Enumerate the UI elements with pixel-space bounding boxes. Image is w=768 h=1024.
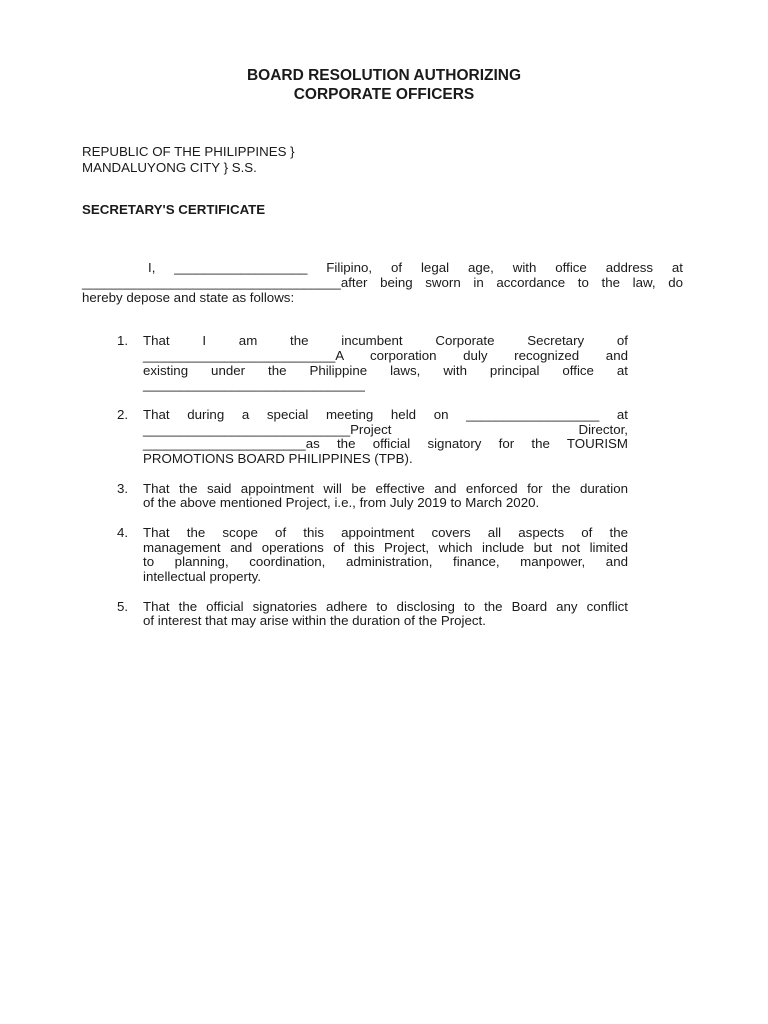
statement-line: PROMOTIONS BOARD PHILIPPINES (TPB). [143, 451, 413, 467]
statement-line: That the scope of this appointment covers all aspects of the [143, 524, 628, 540]
statement-line: management and operations of this Project, which include but not limited [143, 539, 628, 555]
statement-item-2 [112, 408, 628, 467]
intro-line: I, __________________ Filipino, of legal age, with office address at [148, 260, 683, 275]
statement-item-4 [112, 526, 628, 585]
venue-block [82, 144, 295, 176]
certificate-heading: SECRETARY'S CERTIFICATE [82, 202, 266, 217]
statement-line: That the said appointment will be effective and enforced for the duration [143, 480, 628, 496]
statement-number: 3. [117, 480, 129, 496]
statement-number: 5. [117, 598, 129, 614]
statement-list [112, 334, 628, 629]
statement-item-5 [112, 600, 628, 630]
statement-line: to planning, coordination, administration, finance, manpower, and [143, 554, 628, 570]
statement-item-1 [112, 334, 628, 393]
statement-number: 2. [117, 406, 129, 422]
statement-line: intellectual property. [143, 569, 262, 585]
statement-line: ______________________________ [143, 377, 365, 393]
statement-line: ______________________as the official signatory for the TOURISM [143, 436, 628, 452]
statement-line: That the official signatories adhere to disclosing to the Board any conflict [143, 598, 628, 614]
statement-line: existing under the Philippine laws, with principal office at [143, 362, 628, 378]
statement-line: ____________________________Project Director, [143, 421, 628, 437]
statement-line: of interest that may arise within the duration of the Project. [143, 613, 486, 629]
statement-line: of the above mentioned Project, i.e., from July 2019 to March 2020. [143, 495, 540, 511]
intro-line: hereby depose and state as follows: [82, 289, 295, 305]
statement-line: That I am the incumbent Corporate Secretary of [143, 333, 628, 348]
venue-city: MANDALUYONG CITY } S.S. [82, 160, 257, 175]
intro-paragraph [82, 261, 683, 305]
venue-country: REPUBLIC OF THE PHILIPPINES } [82, 144, 295, 159]
statement-item-3 [112, 482, 628, 512]
statement-line: __________________________A corporation duly recognized and [143, 347, 628, 363]
document-title-line-2: CORPORATE OFFICERS [293, 86, 475, 103]
statement-line: That during a special meeting held on __________________ at [143, 406, 628, 422]
document-title-line-1: BOARD RESOLUTION AUTHORIZING [246, 67, 522, 84]
statement-number: 4. [117, 524, 129, 540]
statement-number: 1. [117, 333, 129, 348]
intro-line: ___________________________________after being sworn in accordance to the law, do [82, 274, 683, 290]
